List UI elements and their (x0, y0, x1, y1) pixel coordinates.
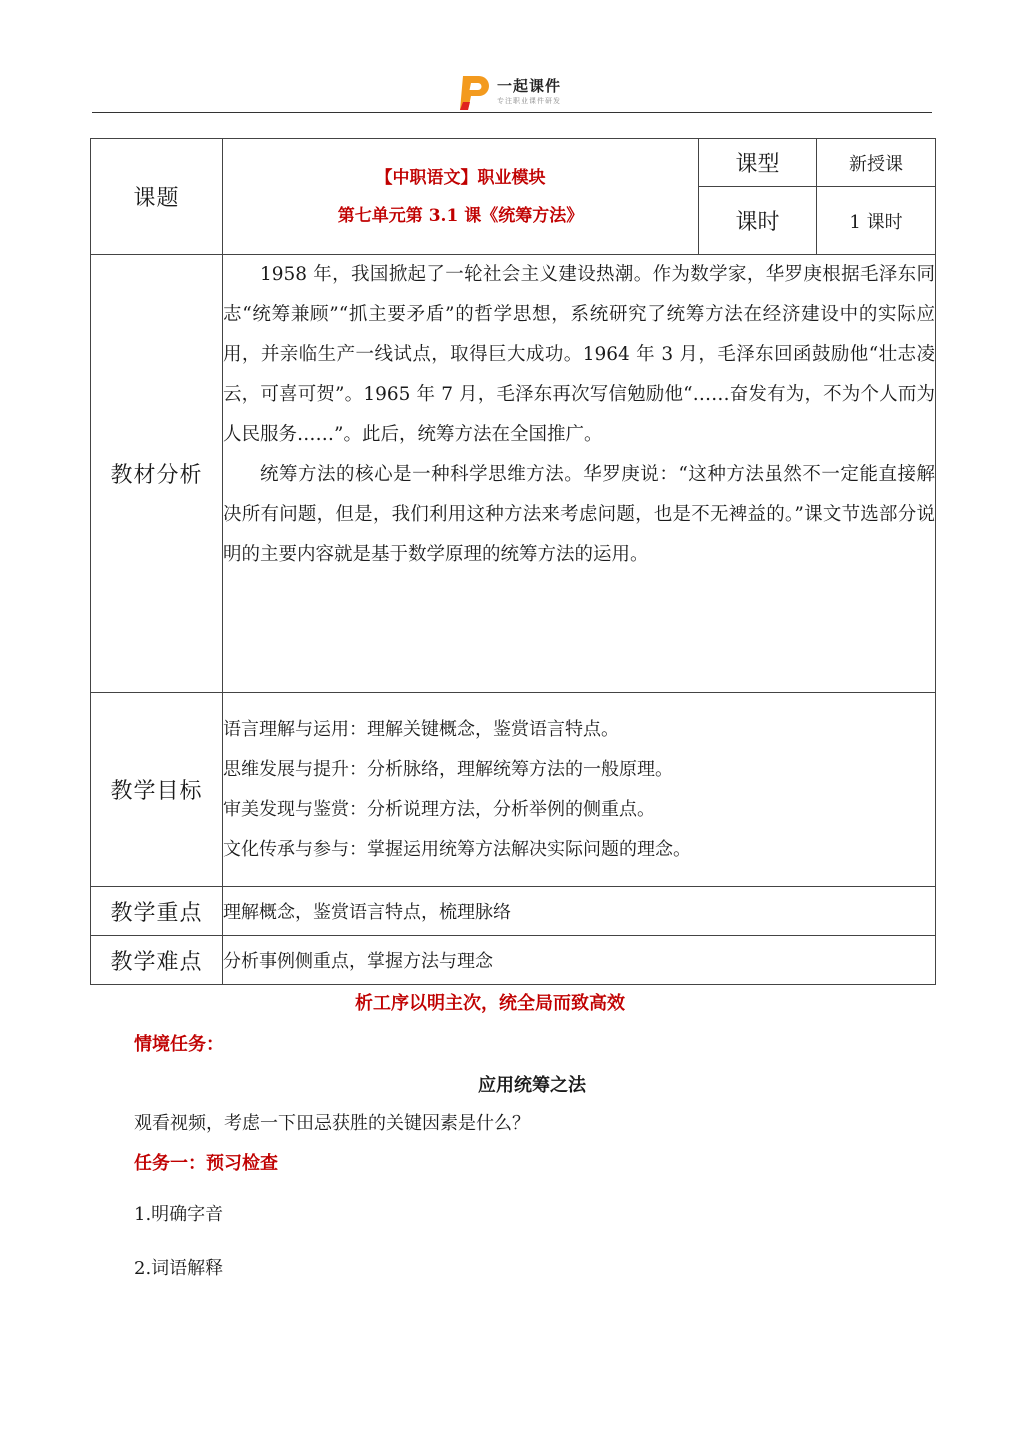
lesson-title (223, 139, 699, 255)
header-divider (92, 112, 932, 113)
lesson-title-line2: 第七单元第 3.1 课《统筹方法》 (337, 205, 584, 226)
brand-logo (457, 70, 667, 112)
goals-label: 教学目标 (91, 693, 223, 887)
goal-item: 思维发展与提升：分析脉络，理解统筹方法的一般原理。 (223, 758, 673, 780)
lesson-type-label: 课型 (699, 139, 817, 187)
task1-item-2: 2.词语解释 (134, 1258, 224, 1279)
task1-heading: 任务一：预习检查 (134, 1153, 278, 1174)
topic-label: 课题 (91, 139, 223, 255)
scenario-text: 观看视频，考虑一下田忌获胜的关键因素是什么？ (134, 1113, 530, 1134)
difficult-points-label: 教学难点 (91, 936, 223, 985)
goals-content (223, 693, 936, 887)
analysis-paragraph-1: 1958 年，我国掀起了一轮社会主义建设热潮。作为数学家，华罗庚根据毛泽东同志“统筹兼顾”“抓主要矛盾”的哲学思想，系统研究了统筹方法在经济建设中的实际应用，并亲临生产一线试点，取得巨大成功。1964 年 3 月，毛泽东回函鼓励他“壮志凌云，可喜可贺”。1965 年 7 月，毛泽东再次写信勉励他“……奋发有为，不为个人而为人民服务……”。此后，统筹方法在全国推广。 (223, 264, 935, 445)
lesson-hours-label: 课时 (699, 187, 817, 255)
lesson-hours-value: 1 课时 (817, 187, 936, 255)
motto: 析工序以明主次，统全局而致高效 (355, 993, 625, 1014)
analysis-content (223, 255, 936, 693)
goal-item: 文化传承与参与：掌握运用统筹方法解决实际问题的理念。 (223, 838, 691, 860)
brand-tagline: 专注职业课件研发 (497, 97, 561, 105)
lesson-title-line1: 【中职语文】职业模块 (375, 167, 546, 188)
brand-name: 一起课件 (497, 77, 562, 95)
task1-item-1: 1.明确字音 (134, 1204, 224, 1225)
goal-item: 审美发现与鉴赏：分析说理方法，分析举例的侧重点。 (223, 798, 655, 820)
lesson-type-value: 新授课 (817, 139, 936, 187)
difficult-points-value: 分析事例侧重点，掌握方法与理念 (223, 936, 936, 985)
page-header (92, 70, 932, 114)
scenario-heading: 情境任务： (134, 1034, 224, 1055)
analysis-label: 教材分析 (91, 255, 223, 693)
scenario-title: 应用统筹之法 (478, 1075, 586, 1096)
key-points-value: 理解概念，鉴赏语言特点，梳理脉络 (223, 887, 936, 936)
lesson-plan-table (90, 138, 936, 985)
analysis-paragraph-2: 统筹方法的核心是一种科学思维方法。华罗庚说：“这种方法虽然不一定能直接解决所有问题，但是，我们利用这种方法来考虑问题，也是不无裨益的。”课文节选部分说明的主要内容就是基于数学原理的统筹方法的运用。 (223, 464, 935, 565)
key-points-label: 教学重点 (91, 887, 223, 936)
p-logo-icon (457, 72, 493, 112)
goal-item: 语言理解与运用：理解关键概念，鉴赏语言特点。 (223, 718, 619, 740)
